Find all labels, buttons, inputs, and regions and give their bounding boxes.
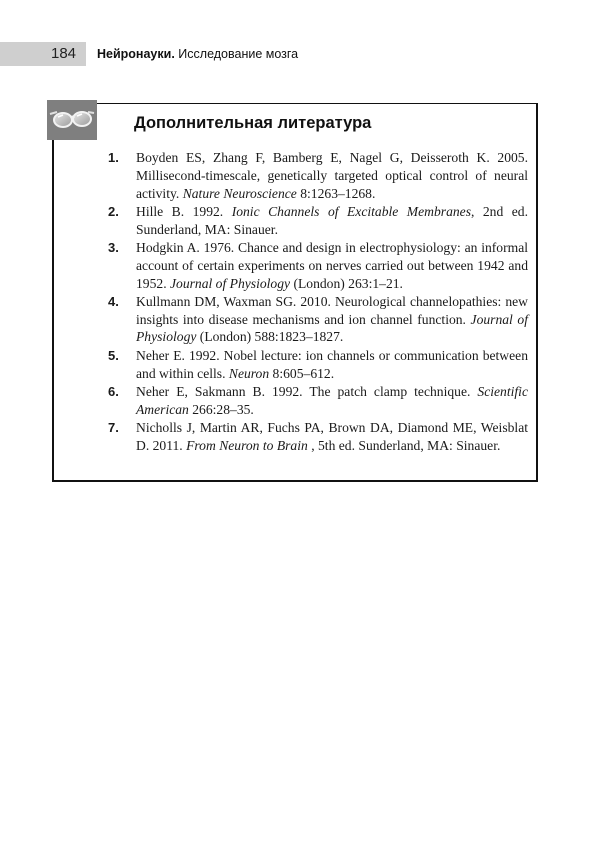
reference-journal: Journal of Physiology [136, 311, 528, 345]
reference-number: 2. [108, 203, 119, 219]
reference-tail: (London) 263:1–21. [290, 275, 403, 291]
reference-text: Neher E. 1992. Nobel lecture: ion channels or communication between and within cells. [136, 347, 528, 381]
reference-item [108, 239, 528, 292]
reference-item [108, 419, 528, 455]
reference-journal: Nature Neuroscience [182, 185, 297, 201]
reference-list [108, 149, 528, 455]
reference-item [108, 149, 528, 202]
reference-item [108, 203, 528, 239]
reference-tail: (London) 588:1823–1827. [196, 329, 344, 345]
reference-number: 7. [108, 419, 119, 435]
reference-journal: From Neuron to Brain [186, 437, 308, 453]
reference-tail: , 2nd ed. Sunderland, MA: Sinauer. [136, 203, 528, 237]
reference-text: Hodgkin A. 1976. Chance and design in electrophysiology: an informal account of certain experiments on nerves carried out between 1942 and 1952. [136, 239, 528, 291]
reference-text: Boyden ES, Zhang F, Bamberg E, Nagel G, Deisseroth K. 2005. Millisecond-timescale, genetically targeted optical control of neural activity. [136, 150, 528, 201]
book-subtitle: Исследование мозга [178, 47, 299, 61]
reference-tail: 266:28–35. [188, 401, 254, 417]
reference-text: Hille B. 1992. [136, 203, 232, 219]
page-number: 184 [51, 45, 77, 62]
reference-tail: , 5th ed. Sunderland, MA: Sinauer. [307, 437, 501, 453]
reference-item [108, 383, 528, 419]
reference-number: 1. [108, 150, 119, 165]
box-title: Дополнительная литература [134, 114, 372, 132]
reference-number: 4. [108, 293, 119, 309]
glasses-icon [47, 100, 97, 140]
reference-number: 6. [108, 383, 119, 399]
reference-number: 3. [108, 239, 119, 255]
reference-journal: Ionic Channels of Excitable Membranes [231, 203, 471, 219]
reference-journal: Scientific American [136, 383, 528, 417]
book-title: Нейронауки. [97, 47, 175, 61]
reference-item [108, 347, 528, 383]
reference-text: Kullmann DM, Waxman SG. 2010. Neurological channelopathies: new insights into disease mechanisms and ion channel function. [136, 293, 528, 327]
reference-journal: Journal of Physiology [169, 275, 291, 291]
reference-tail: 8:1263–1268. [296, 185, 376, 201]
reference-number: 5. [108, 347, 119, 363]
reference-text: Neher E, Sakmann B. 1992. The patch clamp technique. [136, 383, 478, 399]
reference-item [108, 293, 528, 346]
reference-journal: Neuron [228, 365, 270, 381]
running-head [97, 47, 298, 61]
reference-tail: 8:605–612. [269, 365, 335, 381]
reference-text: Nicholls J, Martin AR, Fuchs PA, Brown DA, Diamond ME, Weisblat D. 2011. [136, 419, 528, 453]
